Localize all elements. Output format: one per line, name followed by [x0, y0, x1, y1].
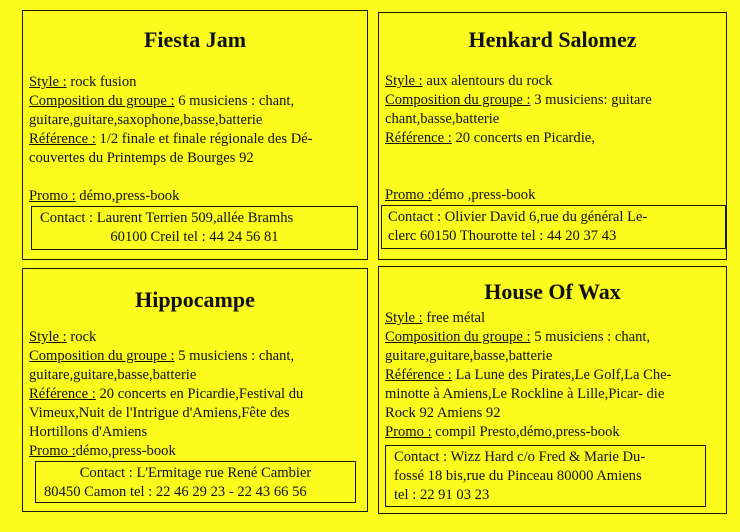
reference-value: 20 concerts en Picardie,Festival du — [95, 386, 304, 402]
band-details — [29, 73, 361, 206]
contact-line: tel : 22 91 03 23 — [394, 487, 490, 503]
band-card-house-of-wax — [378, 266, 727, 514]
style-label: Style : — [29, 329, 67, 345]
composition-label: Composition du groupe : — [385, 329, 531, 345]
contact-line: Contact : Olivier David 6,rue du général Le- — [388, 209, 648, 225]
style-label: Style : — [385, 73, 423, 89]
promo-label: Promo : — [29, 443, 76, 459]
composition-value-cont: guitare,guitare,saxophone,basse,batterie — [29, 112, 263, 128]
composition-value-cont: guitare,guitare,basse,batterie — [385, 348, 553, 364]
band-card-henkard-salomez — [378, 12, 727, 260]
style-value: free métal — [422, 310, 486, 326]
band-title: Henkard Salomez — [468, 27, 637, 52]
reference-value-cont: Hortillons d'Amiens — [29, 424, 148, 440]
promo-value: compil Presto,démo,press-book — [431, 424, 620, 440]
style-value: rock fusion — [66, 74, 137, 90]
band-details — [385, 72, 720, 205]
reference-value-cont: Vimeux,Nuit de l'Intrigue d'Amiens,Fête des — [29, 405, 290, 421]
reference-value: 20 concerts en Picardie, — [451, 130, 595, 146]
composition-value: 5 musiciens : chant, — [174, 348, 295, 364]
band-card-hippocampe — [22, 268, 368, 512]
reference-value-cont: couvertes du Printemps de Bourges 92 — [29, 150, 254, 166]
contact-box — [381, 205, 726, 249]
promo-value: démo,press-book — [75, 443, 176, 459]
reference-label: Référence : — [385, 367, 452, 383]
contact-box — [35, 461, 356, 503]
composition-value-cont: guitare,guitare,basse,batterie — [29, 367, 197, 383]
contact-box — [31, 206, 358, 250]
band-title: Fiesta Jam — [143, 27, 247, 52]
reference-value-cont: Rock 92 Amiens 92 — [385, 405, 501, 421]
composition-value: 3 musiciens: guitare — [530, 92, 652, 108]
band-title: Hippocampe — [135, 287, 255, 312]
reference-label: Référence : — [29, 386, 96, 402]
contact-line: clerc 60150 Thourotte tel : 44 20 37 43 — [388, 228, 617, 244]
contact-line: fossé 18 bis,rue du Pinceau 80000 Amiens — [394, 468, 642, 484]
style-label: Style : — [385, 310, 423, 326]
reference-value: 1/2 finale et finale régionale des Dé- — [95, 131, 313, 147]
promo-label: Promo : — [385, 424, 432, 440]
composition-label: Composition du groupe : — [29, 93, 175, 109]
reference-value-cont: minotte à Amiens,Le Rockline à Lille,Picar- die — [385, 386, 665, 402]
band-details — [29, 328, 361, 461]
style-value: aux alentours du rock — [422, 73, 553, 89]
contact-line: Contact : L'Ermitage rue René Cambier — [79, 465, 312, 481]
band-details — [385, 309, 720, 442]
band-card-fiesta-jam — [22, 10, 368, 260]
composition-value: 5 musiciens : chant, — [530, 329, 651, 345]
reference-label: Référence : — [29, 131, 96, 147]
composition-value: 6 musiciens : chant, — [174, 93, 295, 109]
band-title: House Of Wax — [484, 279, 621, 304]
composition-label: Composition du groupe : — [29, 348, 175, 364]
promo-value: démo,press-book — [75, 188, 180, 204]
promo-value: démo ,press-book — [431, 187, 536, 203]
contact-box — [385, 445, 706, 507]
reference-label: Référence : — [385, 130, 452, 146]
composition-value-cont: chant,basse,batterie — [385, 111, 500, 127]
reference-value: La Lune des Pirates,Le Golf,La Che- — [451, 367, 672, 383]
promo-label: Promo : — [385, 187, 432, 203]
style-label: Style : — [29, 74, 67, 90]
composition-label: Composition du groupe : — [385, 92, 531, 108]
contact-line: Contact : Wizz Hard c/o Fred & Marie Du- — [394, 449, 646, 465]
contact-line: 60100 Creil tel : 44 24 56 81 — [110, 229, 279, 245]
contact-line: Contact : Laurent Terrien 509,allée Bramhs — [40, 210, 294, 226]
contact-line: 80450 Camon tel : 22 46 29 23 - 22 43 66 56 — [44, 484, 307, 500]
promo-label: Promo : — [29, 188, 76, 204]
style-value: rock — [66, 329, 97, 345]
